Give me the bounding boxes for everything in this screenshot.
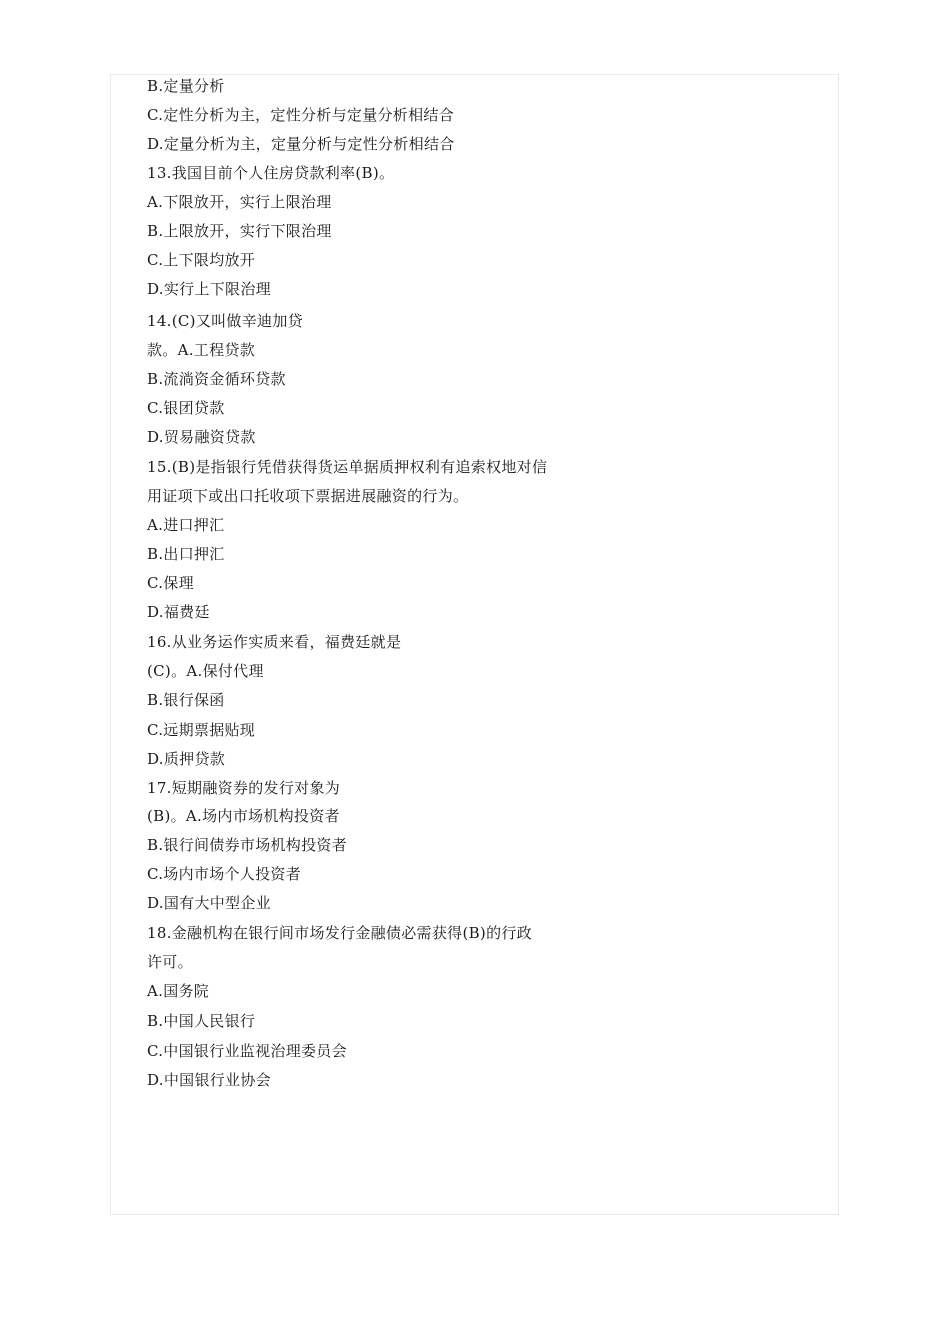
question-13: 13.我国目前个人住房贷款利率(B)。 <box>147 164 395 182</box>
text-line: C.上下限均放开 <box>147 251 256 269</box>
text-line: A.下限放开，实行上限治理 <box>147 193 332 211</box>
text-line: D.福费廷 <box>147 603 210 621</box>
question-17: 17.短期融资券的发行对象为 <box>147 779 341 797</box>
text-line: C.定性分析为主，定性分析与定量分析相结合 <box>147 106 455 124</box>
question-16: 16.从业务运作实质来看，福费廷就是 <box>147 633 402 651</box>
question-15: 15.(B)是指银行凭借获得货运单据质押权利有追索权地对信 <box>147 458 548 476</box>
text-line: D.中国银行业协会 <box>147 1071 271 1089</box>
text-line: B.中国人民银行 <box>147 1012 256 1030</box>
text-line: D.定量分析为主，定量分析与定性分析相结合 <box>147 135 455 153</box>
text-line: B.定量分析 <box>147 77 225 95</box>
text-line: (C)。A.保付代理 <box>147 662 264 680</box>
text-line: A.进口押汇 <box>147 516 225 534</box>
question-14: 14.(C)又叫做辛迪加贷 <box>147 312 303 330</box>
text-line: 用证项下或出口托收项下票据进展融资的行为。 <box>147 487 469 505</box>
text-line: C.场内市场个人投资者 <box>147 865 302 883</box>
text-line: (B)。A.场内市场机构投资者 <box>147 807 340 825</box>
text-line: A.国务院 <box>147 982 210 1000</box>
text-line: B.银行保函 <box>147 691 225 709</box>
text-line: 许可。 <box>147 953 193 971</box>
text-line: C.中国银行业监视治理委员会 <box>147 1042 347 1060</box>
text-line: C.银团贷款 <box>147 399 225 417</box>
text-line: B.银行间债券市场机构投资者 <box>147 836 347 854</box>
text-line: D.质押贷款 <box>147 750 226 768</box>
text-line: 款。A.工程贷款 <box>147 341 256 359</box>
text-line: B.上限放开，实行下限治理 <box>147 222 332 240</box>
text-line: B.出口押汇 <box>147 545 225 563</box>
text-line: B.流淌资金循环贷款 <box>147 370 286 388</box>
text-line: D.实行上下限治理 <box>147 280 271 298</box>
text-line: C.保理 <box>147 574 194 592</box>
text-line: C.远期票据贴现 <box>147 721 256 739</box>
text-line: D.国有大中型企业 <box>147 894 271 912</box>
text-line: D.贸易融资贷款 <box>147 428 256 446</box>
question-18: 18.金融机构在银行间市场发行金融债必需获得(B)的行政 <box>147 924 532 942</box>
